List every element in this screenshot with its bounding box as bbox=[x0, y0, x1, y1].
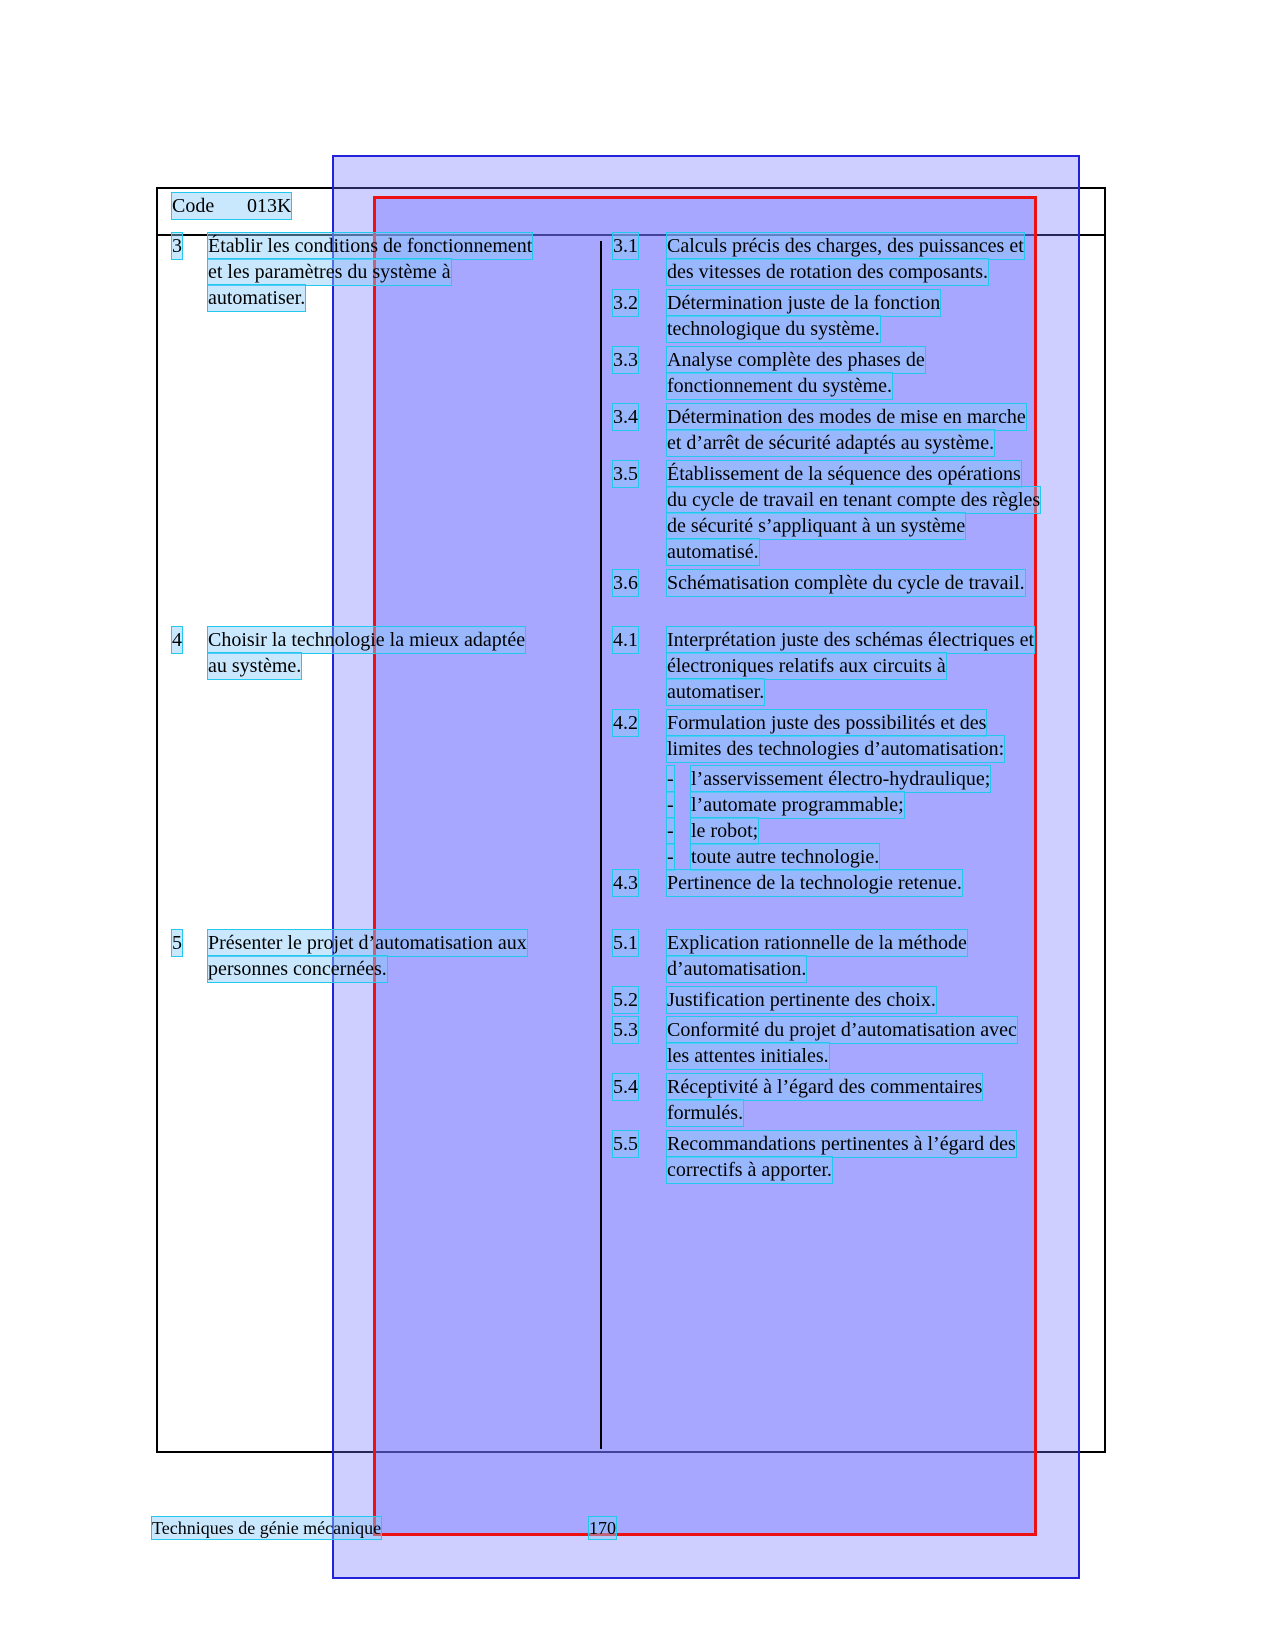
footer-title: Techniques de génie mécanique bbox=[152, 1518, 382, 1538]
criterion-number: 5.3 bbox=[613, 1019, 638, 1041]
bullet-item: l’asservissement électro-hydraulique; bbox=[691, 768, 991, 790]
criterion-number: 3.1 bbox=[613, 235, 638, 257]
code-value: 013K bbox=[247, 195, 292, 217]
competency-line: Établir les conditions de fonctionnement bbox=[208, 235, 533, 257]
criterion-number: 3.4 bbox=[613, 406, 638, 428]
competency-line: au système. bbox=[208, 655, 302, 677]
criterion-line: et d’arrêt de sécurité adaptés au système. bbox=[667, 432, 995, 454]
criterion-number: 3.5 bbox=[613, 463, 638, 485]
competency-line: Présenter le projet d’automatisation aux bbox=[208, 932, 527, 954]
criterion-line: Justification pertinente des choix. bbox=[667, 989, 936, 1011]
code-label: Code bbox=[172, 195, 215, 217]
criterion-line: formulés. bbox=[667, 1102, 744, 1124]
bullet-item: l’automate programmable; bbox=[691, 794, 904, 816]
criterion-line: Réceptivité à l’égard des commentaires bbox=[667, 1076, 983, 1098]
criterion-line: Formulation juste des possibilités et des bbox=[667, 712, 987, 734]
criterion-number: 5.2 bbox=[613, 989, 638, 1011]
criterion-line: de sécurité s’appliquant à un système bbox=[667, 515, 966, 537]
criterion-line: automatisé. bbox=[667, 541, 759, 563]
criterion-line: Recommandations pertinentes à l’égard des bbox=[667, 1133, 1016, 1155]
criterion-number: 4.3 bbox=[613, 872, 638, 894]
bullet-marker: - bbox=[667, 768, 674, 790]
criterion-line: Explication rationnelle de la méthode bbox=[667, 932, 967, 954]
column-divider bbox=[600, 241, 602, 1449]
criterion-line: Interprétation juste des schémas électriques et bbox=[667, 629, 1035, 651]
criterion-line: Calculs précis des charges, des puissances et bbox=[667, 235, 1024, 257]
criterion-line: correctifs à apporter. bbox=[667, 1159, 832, 1181]
competency-line: Choisir la technologie la mieux adaptée bbox=[208, 629, 526, 651]
criterion-line: les attentes initiales. bbox=[667, 1045, 829, 1067]
criterion-number: 4.2 bbox=[613, 712, 638, 734]
criterion-number: 4.1 bbox=[613, 629, 638, 651]
bullet-marker: - bbox=[667, 794, 674, 816]
bullet-item: toute autre technologie. bbox=[691, 846, 880, 868]
competency-number: 4 bbox=[172, 629, 182, 651]
bullet-marker: - bbox=[667, 820, 674, 842]
competency-line: et les paramètres du système à bbox=[208, 261, 451, 283]
code-header bbox=[172, 193, 291, 219]
competency-line: automatiser. bbox=[208, 287, 306, 309]
competency-number: 3 bbox=[172, 235, 182, 257]
competency-line: personnes concernées. bbox=[208, 958, 387, 980]
criterion-line: du cycle de travail en tenant compte des règles bbox=[667, 489, 1041, 511]
criterion-number: 3.2 bbox=[613, 292, 638, 314]
criterion-line: Schématisation complète du cycle de travail. bbox=[667, 572, 1025, 594]
criterion-line: Analyse complète des phases de bbox=[667, 349, 925, 371]
criterion-number: 5.5 bbox=[613, 1133, 638, 1155]
competency-number: 5 bbox=[172, 932, 182, 954]
criterion-line: des vitesses de rotation des composants. bbox=[667, 261, 989, 283]
criterion-line: d’automatisation. bbox=[667, 958, 807, 980]
criterion-line: Établissement de la séquence des opérations bbox=[667, 463, 1021, 485]
criterion-line: limites des technologies d’automatisation: bbox=[667, 738, 1005, 760]
criterion-number: 5.4 bbox=[613, 1076, 638, 1098]
bullet-marker: - bbox=[667, 846, 674, 868]
criterion-line: Détermination juste de la fonction bbox=[667, 292, 941, 314]
criterion-line: automatiser. bbox=[667, 681, 765, 703]
criterion-number: 5.1 bbox=[613, 932, 638, 954]
criterion-line: fonctionnement du système. bbox=[667, 375, 892, 397]
criterion-line: Détermination des modes de mise en marche bbox=[667, 406, 1026, 428]
criterion-number: 3.3 bbox=[613, 349, 638, 371]
criterion-line: Pertinence de la technologie retenue. bbox=[667, 872, 962, 894]
page-number: 170 bbox=[589, 1518, 616, 1538]
criterion-line: technologique du système. bbox=[667, 318, 880, 340]
bullet-item: le robot; bbox=[691, 820, 759, 842]
criterion-line: Conformité du projet d’automatisation avec bbox=[667, 1019, 1017, 1041]
criterion-number: 3.6 bbox=[613, 572, 638, 594]
criterion-line: électroniques relatifs aux circuits à bbox=[667, 655, 946, 677]
